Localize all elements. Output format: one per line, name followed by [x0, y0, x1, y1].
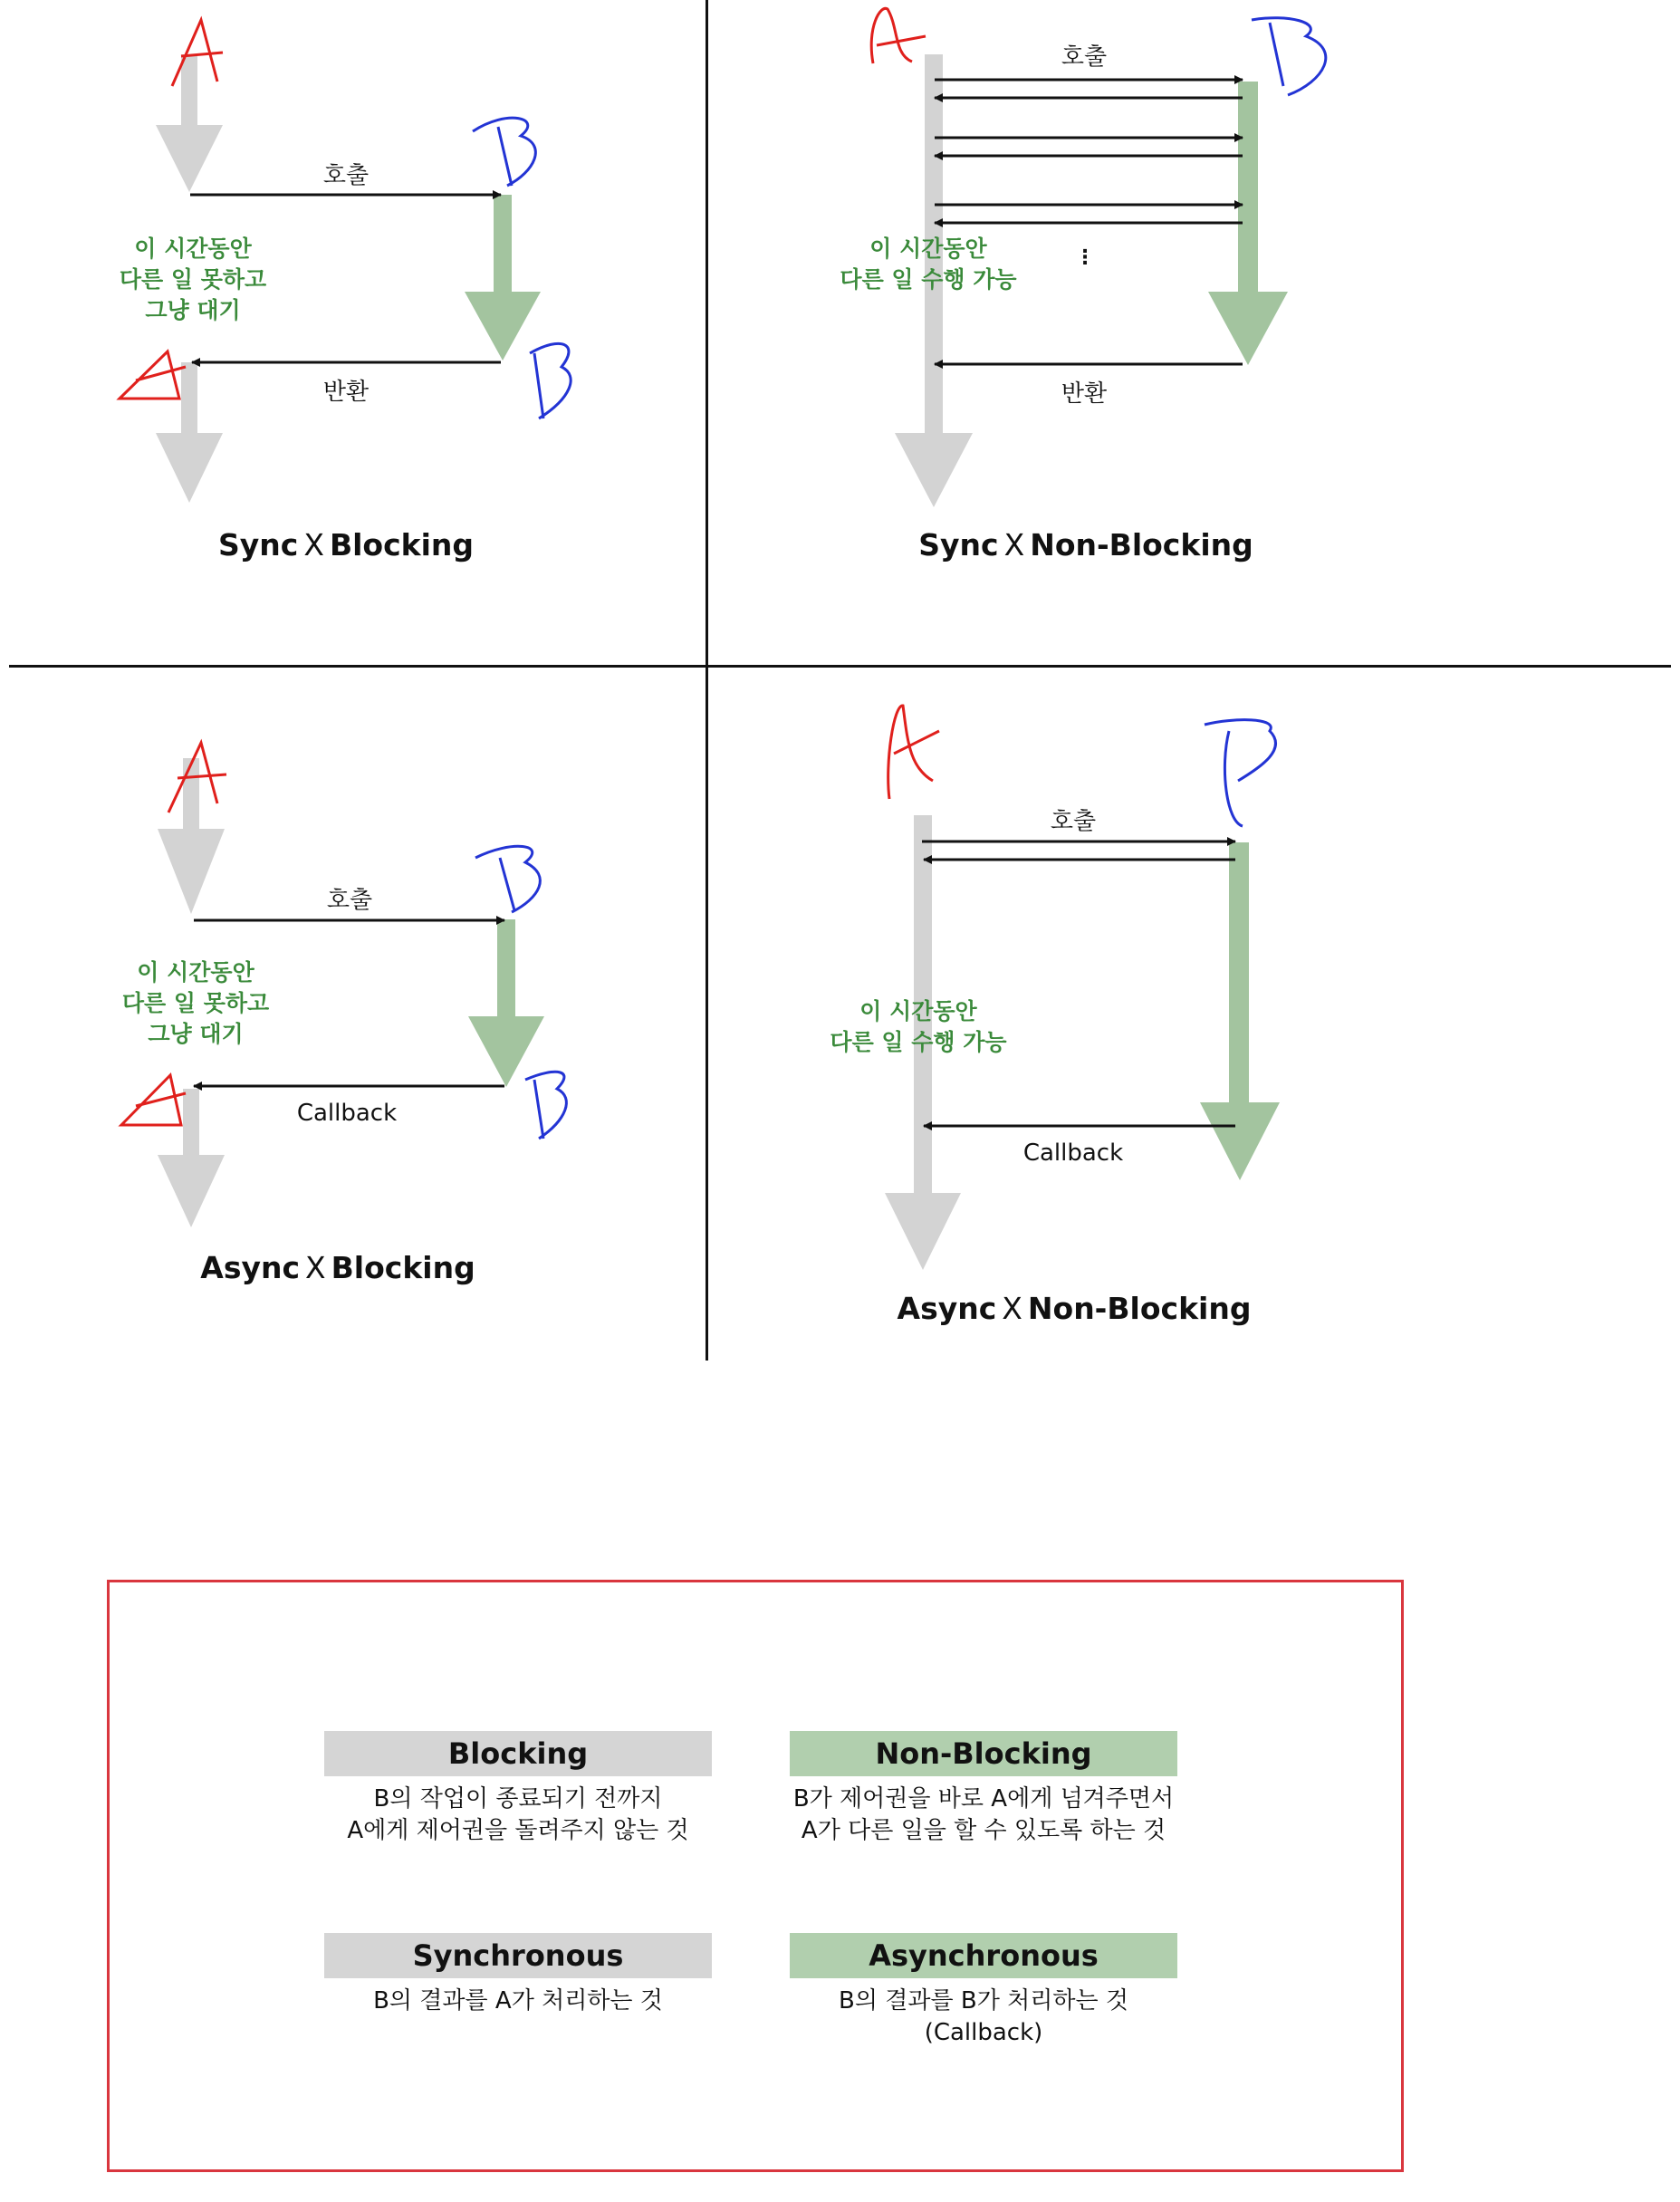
quadrant-title: Sync X Non-Blocking: [918, 527, 1253, 563]
handwritten-b: [1252, 18, 1326, 95]
a-lane-arrow-top: [158, 758, 225, 914]
call-label: 호출: [322, 162, 370, 189]
def-blocking: B의 작업이 종료되기 전까지 A에게 제어권을 돌려주지 않는 것: [347, 1785, 689, 1844]
call-label: 호출: [1050, 808, 1097, 835]
return-label: 반환: [322, 379, 370, 406]
term-asynchronous: Asynchronous: [790, 1933, 1177, 1978]
work-note: 이 시간동안 다른 일 수행 가능: [830, 998, 1007, 1055]
quadrant-title: Async X Blocking: [200, 1250, 475, 1285]
call-label: 호출: [326, 887, 373, 914]
term-non-blocking: Non-Blocking: [790, 1731, 1177, 1776]
callback-label: Callback: [296, 1100, 398, 1127]
term-synchronous: Synchronous: [324, 1933, 712, 1978]
summary-box: [107, 1580, 1404, 2172]
wait-note: 이 시간동안 다른 일 못하고 그냥 대기: [119, 236, 267, 323]
wait-note: 이 시간동안 다른 일 못하고 그냥 대기: [121, 959, 270, 1047]
handwritten-b-top: [473, 118, 535, 186]
handwritten-a-bottom: [121, 1075, 186, 1125]
quadrant-title: Async X Non-Blocking: [897, 1291, 1252, 1326]
b-lane-arrow: [468, 919, 544, 1087]
def-asynchronous: B의 결과를 B가 처리하는 것 (Callback): [839, 1987, 1128, 2046]
def-synchronous: B의 결과를 A가 처리하는 것: [373, 1987, 663, 2014]
handwritten-a: [888, 706, 939, 799]
quadrant-sync-nonblocking: [708, 0, 1680, 665]
quadrant-async-nonblocking: [708, 668, 1680, 1361]
a-lane-arrow-top: [156, 54, 223, 192]
quadrant-title: Sync X Blocking: [217, 527, 475, 563]
call-label: 호출: [1061, 43, 1108, 71]
handwritten-b-bottom: [530, 343, 571, 418]
handwritten-a-bottom: [120, 351, 186, 399]
return-label: 반환: [1061, 380, 1108, 408]
quadrant-sync-blocking: [0, 0, 706, 665]
sync-blocking-diagram: [0, 0, 706, 665]
term-blocking: Blocking: [324, 1731, 712, 1776]
handwritten-b: [1205, 720, 1276, 826]
b-lane-arrow: [465, 195, 541, 361]
a-lane-arrow-bottom: [158, 1089, 225, 1227]
ellipsis: ⋮: [1075, 246, 1095, 269]
sync-nonblocking-diagram: [708, 0, 1680, 665]
callback-label: Callback: [1022, 1139, 1124, 1167]
b-lane-arrow: [1200, 842, 1280, 1180]
a-lane-arrow-bottom: [156, 362, 223, 503]
def-non-blocking: B가 제어권을 바로 A에게 넘겨주면서 A가 다른 일을 할 수 있도록 하는 것: [792, 1785, 1175, 1844]
work-note: 이 시간동안 다른 일 수행 가능: [840, 236, 1017, 293]
handwritten-b-top: [475, 846, 540, 912]
handwritten-b-bottom: [525, 1072, 566, 1139]
handwritten-a: [871, 8, 926, 63]
quadrant-async-blocking: [0, 668, 706, 1361]
